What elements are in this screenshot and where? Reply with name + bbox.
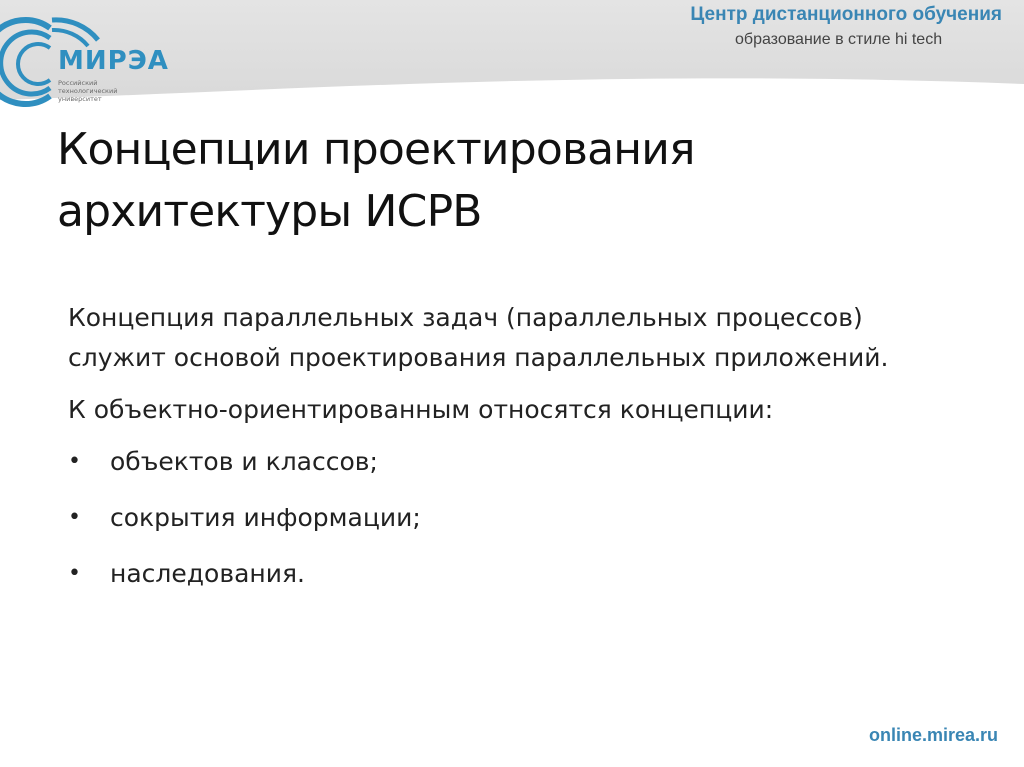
mirea-logo[interactable] [0,0,180,112]
bullet-item [68,498,968,554]
bullet-dot-icon: • [68,505,81,530]
bullet-dot-icon: • [68,561,81,586]
bullet-item [68,554,968,610]
content-paragraph: К объектно-ориентированным относятся концепции: [68,395,774,424]
bullet-dot-icon: • [68,449,81,474]
footer-site-link[interactable]: online.mirea.ru [868,725,998,745]
brand-title: Центр дистанционного обучения [690,4,1002,25]
bullet-list [68,442,968,610]
logo-name: МИРЭА [58,46,169,76]
slide-title-line-1: Концепции проектирования [57,124,695,175]
bullet-item [68,442,968,498]
slide-title-line-2: архитектуры ИСРВ [57,186,482,237]
logo-subtitle: Российский технологический университет [58,79,118,103]
bullet-text: сокрытия информации; [110,503,421,532]
content-paragraph: Концепция параллельных задач (параллельных процессов) служит основой проектирования параллельных приложений. [68,303,889,372]
brand-tagline: образование в стиле hi tech [735,31,943,48]
slide-content [68,298,968,610]
bullet-text: объектов и классов; [110,447,378,476]
bullet-text: наследования. [110,559,305,588]
slide-title [57,119,977,243]
